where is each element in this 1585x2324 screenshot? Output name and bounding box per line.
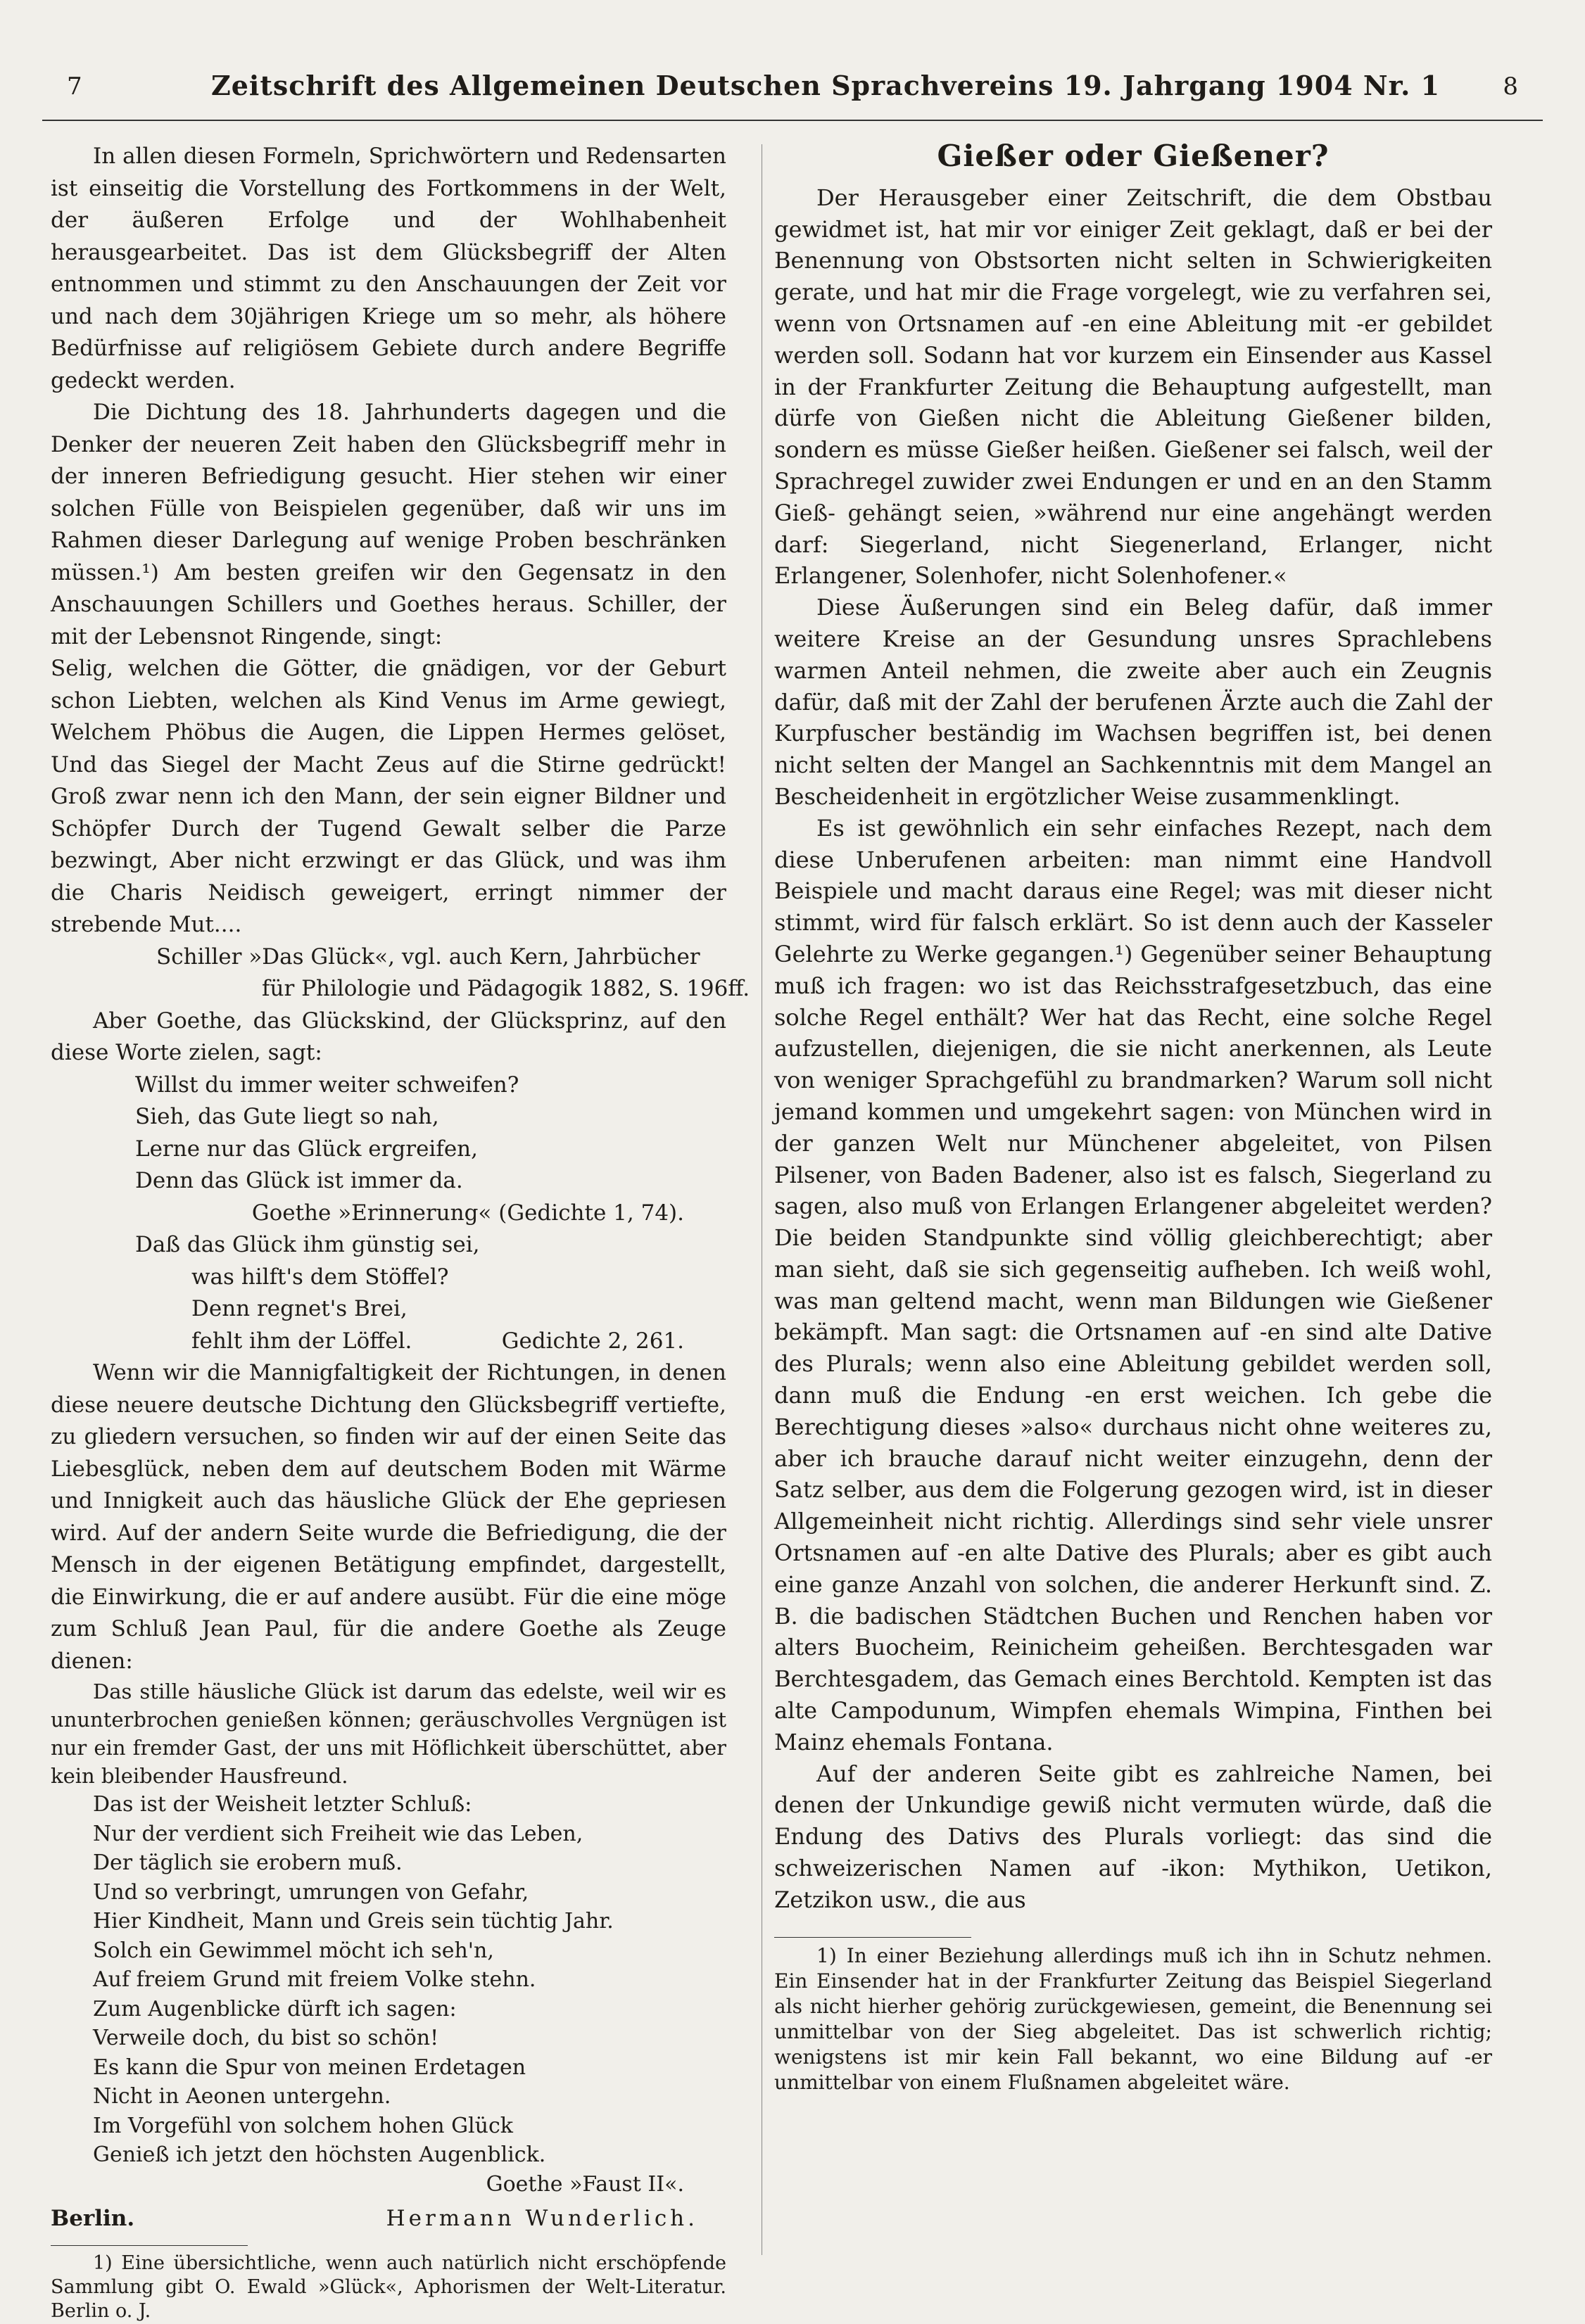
paragraph: In allen diesen Formeln, Sprichwörtern und Redensarten ist einseitig die Vorstellung des Fortkommens in der Welt, der äußeren Erfolge und der Wohlhabenheit herausgearbeitet. Das ist dem Glücksbegriff der Alten entnommen und stimmt zu den Anschauungen der Zeit vor und nach dem 30jährigen Kriege um so mehr, als höhere Bedürfnisse auf religiösem Gebiete durch andere Begriffe gedeckt werden. <box>51 144 726 393</box>
verse-line: Daß das Glück ihm günstig sei, <box>135 1232 480 1257</box>
verse-line: Und so verbringt, umrungen von Gefahr, <box>93 1879 529 1905</box>
running-title: Zeitschrift des Allgemeinen Deutschen Sprachvereins 19. Jahrgang 1904 Nr. 1 <box>211 70 1441 101</box>
footnote-rule <box>774 1937 971 1938</box>
verse-line: Verweile doch, du bist so schön! <box>93 2026 439 2050</box>
verse-line: Der täglich sie erobern muß. <box>93 1850 403 1875</box>
goethe-verse-1 <box>51 1069 726 1230</box>
signature-line <box>51 2203 726 2235</box>
verse-line: Lerne nur das Glück ergreifen, <box>135 1136 478 1162</box>
verse-line: was hilft's dem Stöffel? <box>191 1264 449 1290</box>
footnote-rule <box>51 2245 248 2246</box>
page-header <box>0 67 1585 109</box>
verse-line: Solch ein Gewimmel möcht ich seh'n, <box>93 1938 494 1963</box>
goethe-reference-1: Goethe »Erinnerung« (Gedichte 1, 74). <box>251 1200 684 1226</box>
left-column <box>51 141 750 2323</box>
article-title: Gießer oder Gießener? <box>937 139 1330 173</box>
jean-paul-quote: Das stille häusliche Glück ist darum das edelste, weil wir es ununterbrochen genießen können; geräuschvolles Vergnügen ist nur ein fremder Gast, der uns mit Höflichkeit überschüttet, aber kein bleibender Hausfreund. <box>51 1679 726 1788</box>
verse-line: Nicht in Aeonen untergehn. <box>93 2084 391 2109</box>
verse-line: Denn regnet's Brei, <box>191 1296 408 1321</box>
verse-line: Zum Augenblicke dürft ich sagen: <box>93 1996 457 2021</box>
paragraph: Diese Äußerungen sind ein Beleg dafür, daß immer weitere Kreise an der Gesundung unsres Sprachlebens warmen Anteil nehmen, die zweite aber auch ein Zeugnis dafür, daß mit der Zahl der berufenen Ärzte auch die Zahl der Kurpfuscher beständig im Wachsen begriffen ist, bei denen nicht selten der Mangel an Sachkenntnis mit dem Mangel an Bescheidenheit in ergötzlicher Weise zusammenklingt. <box>774 594 1492 810</box>
footnote: 1) In einer Beziehung allerdings muß ich ihn in Schutz nehmen. Ein Einsender hat in der Frankfurter Zeitung das Beispiel Siegerland als nicht hierher gehörig zurückgewiesen, gemeint, die Benennung sei unmittelbar von der Sieg abgeleitet. Das ist schwerlich richtig; wenigstens ist mir kein Fall bekannt, wo eine Bildung auf -er unmittelbar von einem Flußnamen abgeleitet wäre. <box>774 1943 1492 2094</box>
verse-line: Das ist der Weisheit letzter Schluß: <box>93 1792 472 1817</box>
footnote: 1) Eine übersichtliche, wenn auch natürlich nicht erschöpfende Sammlung gibt O. Ewald »Glück«, Aphorismen der Welt-Literatur. Berlin o. J. <box>51 2252 726 2322</box>
goethe-reference-2: Gedichte 2, 261. <box>501 1328 684 1354</box>
verse-line: Willst du immer weiter schweifen? <box>135 1072 519 1098</box>
verse-line: Denn das Glück ist immer da. <box>135 1168 463 1193</box>
verse-line: Im Vorgefühl von solchem hohen Glück <box>93 2113 513 2138</box>
schiller-reference-2: für Philologie und Pädagogik 1882, S. 196ff. <box>262 976 750 1001</box>
verse-line: Hier Kindheit, Mann und Greis sein tüchtig Jahr. <box>93 1909 614 1934</box>
author: Hermann Wunderlich. <box>386 2206 698 2231</box>
verse-line: Sieh, das Gute liegt so nah, <box>135 1104 439 1129</box>
paragraph: Der Herausgeber einer Zeitschrift, die dem Obstbau gewidmet ist, hat mir vor einiger Zeit geklagt, daß er bei der Benennung von Obstsorten nicht selten in Schwierigkeiten gerate, und hat mir die Frage vorgelegt, wie zu verfahren sei, wenn von Ortsnamen auf -en eine Ableitung mit -er gebildet werden soll. Sodann hat vor kurzem ein Einsender aus Kassel in der Frankfurter Zeitung die Behauptung aufgestellt, man dürfe von Gießen nicht die Ableitung Gießener bilden, sondern es müsse Gießer heißen. Gießener sei falsch, weil der Sprachregel zuwider zwei Endungen er und en an den Stamm Gieß- gehängt seien, »während nur eine angehängt werden darf: Siegerland, nicht Siegenerland, Erlanger, nicht Erlangener, Solenhofer, nicht Solenhofener.« <box>774 184 1492 590</box>
faust-reference: Goethe »Faust II«. <box>486 2171 684 2197</box>
paragraph: Die Dichtung des 18. Jahrhunderts dagegen und die Denker der neueren Zeit haben den Glücksbegriff mehr in der inneren Befriedigung gesucht. Hier stehen wir einer solchen Fülle von Beispielen gegenüber, daß wir uns im Rahmen dieser Darlegung auf wenige Proben beschränken müssen.¹) Am besten greifen wir den Gegensatz in den Anschauungen Schillers und Goethes heraus. Schiller, der mit der Lebensnot Ringende, singt: <box>51 400 726 649</box>
schiller-verse: Selig, welchen die Götter, die gnädigen, vor der Geburt schon Liebten, welchen als Kind Venus im Arme gewiegt, Welchem Phöbus die Augen, die Lippen Hermes gelöset, Und das Siegel der Macht Zeus auf die Stirne gedrückt! Groß zwar nenn ich den Mann, der sein eigner Bildner und Schöpfer Durch der Tugend Gewalt selber die Parze bezwingt, Aber nicht erzwingt er das Glück, und was ihm die Charis Neidisch geweigert, erringt nimmer der strebende Mut.... <box>51 656 726 937</box>
schiller-reference-1: Schiller »Das Glück«, vgl. auch Kern, Jahrbücher <box>156 944 700 970</box>
paragraph: Es ist gewöhnlich ein sehr einfaches Rezept, nach dem diese Unberufenen arbeiten: man nimmt eine Handvoll Beispiele und macht daraus eine Regel; was mit dieser nicht stimmt, wird für falsch erklärt. So ist denn auch der Kasseler Gelehrte zu Werke gegangen.¹) Gegenüber seiner Behauptung muß ich fragen: wo ist das Reichsstrafgesetzbuch, das eine solche Regel enthält? Wer hat das Recht, eine solche Regel aufzustellen, diejenigen, die sie nicht anerkennen, als Leute von weniger Sprachgefühl zu brandmarken? Warum soll nicht jemand kommen und umgekehrt sagen: von München wird in der ganzen Welt nur Münchener abgeleitet, von Pilsen Pilsener, von Baden Badener, also ist es falsch, Siegerland zu sagen, also muß von Erlangen Erlangener abgeleitet werden? Die beiden Standpunkte sind völlig gleichberechtigt; aber man sieht, daß sie sich gegenseitig aufheben. Ich weiß wohl, was man geltend macht, wenn man Bildungen wie Gießener bekämpft. Man sagt: die Ortsnamen auf -en sind alte Dative des Plurals; wenn also eine Ableitung gebildet werden soll, dann muß die Endung -en erst weichen. Ich gebe die Berechtigung dieses »also« durchaus nicht ohne weiteres zu, aber ich brauche darauf nicht weiter einzugehn, denn der Satz selber, aus dem die Folgerung gezogen wird, ist in dieser Allgemeinheit nicht richtig. Allerdings sind sehr viele unsrer Ortsnamen auf -en alte Dative des Plurals; aber es gibt auch eine ganze Anzahl von solchen, die anderer Herkunft sind. Z. B. die badischen Städtchen Buchen und Renchen haben vor alters Buocheim, Reinicheim geheißen. Berchtesgaden war Berchtesgadem, das Gemach eines Berchtold. Kempten ist das alte Campodunum, Wimpfen ehemals Wimpina, Finthen bei Mainz ehemals Fontana. <box>774 814 1492 1755</box>
goethe-verse-2 <box>51 1229 726 1357</box>
paragraph: Aber Goethe, das Glückskind, der Glücksprinz, auf den diese Worte zielen, sagt: <box>51 1008 726 1065</box>
verse-line: Nur der verdient sich Freiheit wie das Leben, <box>93 1821 583 1846</box>
verse-line: Auf freiem Grund mit freiem Volke stehn. <box>93 1967 536 1992</box>
verse-line: Genieß ich jetzt den höchsten Augenblick. <box>93 2142 546 2167</box>
verse-line: Es kann die Spur von meinen Erdetagen <box>93 2055 526 2080</box>
paragraph: Wenn wir die Mannigfaltigkeit der Richtungen, in denen diese neuere deutsche Dichtung den Glücksbegriff vertiefte, zu gliedern versuchen, so finden wir auf der einen Seite das Liebesglück, neben dem auf deutschem Boden mit Wärme und Innigkeit auch das häusliche Glück der Ehe gepriesen wird. Auf der andern Seite wurde die Befriedigung, die der Mensch in der eigenen Betätigung empfindet, dargestellt, die Einwirkung, die er auf andere ausübt. Für die eine möge zum Schluß Jean Paul, für die andere Goethe als Zeuge dienen: <box>51 1360 726 1674</box>
page-number-right: 8 <box>1503 72 1518 101</box>
header-rule <box>42 120 1543 121</box>
page-number-left: 7 <box>67 72 82 101</box>
place: Berlin. <box>51 2206 135 2231</box>
verse-line: fehlt ihm der Löffel. <box>191 1328 412 1354</box>
paragraph: Auf der anderen Seite gibt es zahlreiche Namen, bei denen der Unkundige gewiß nicht vermuten würde, daß die Endung des Dativs des Plurals vorliegt: das sind die schweizerischen Namen auf -ikon: Mythikon, Uetikon, Zetzikon usw., die aus <box>774 1760 1492 1913</box>
faust-verse <box>51 1790 726 2199</box>
right-column <box>774 141 1492 2095</box>
